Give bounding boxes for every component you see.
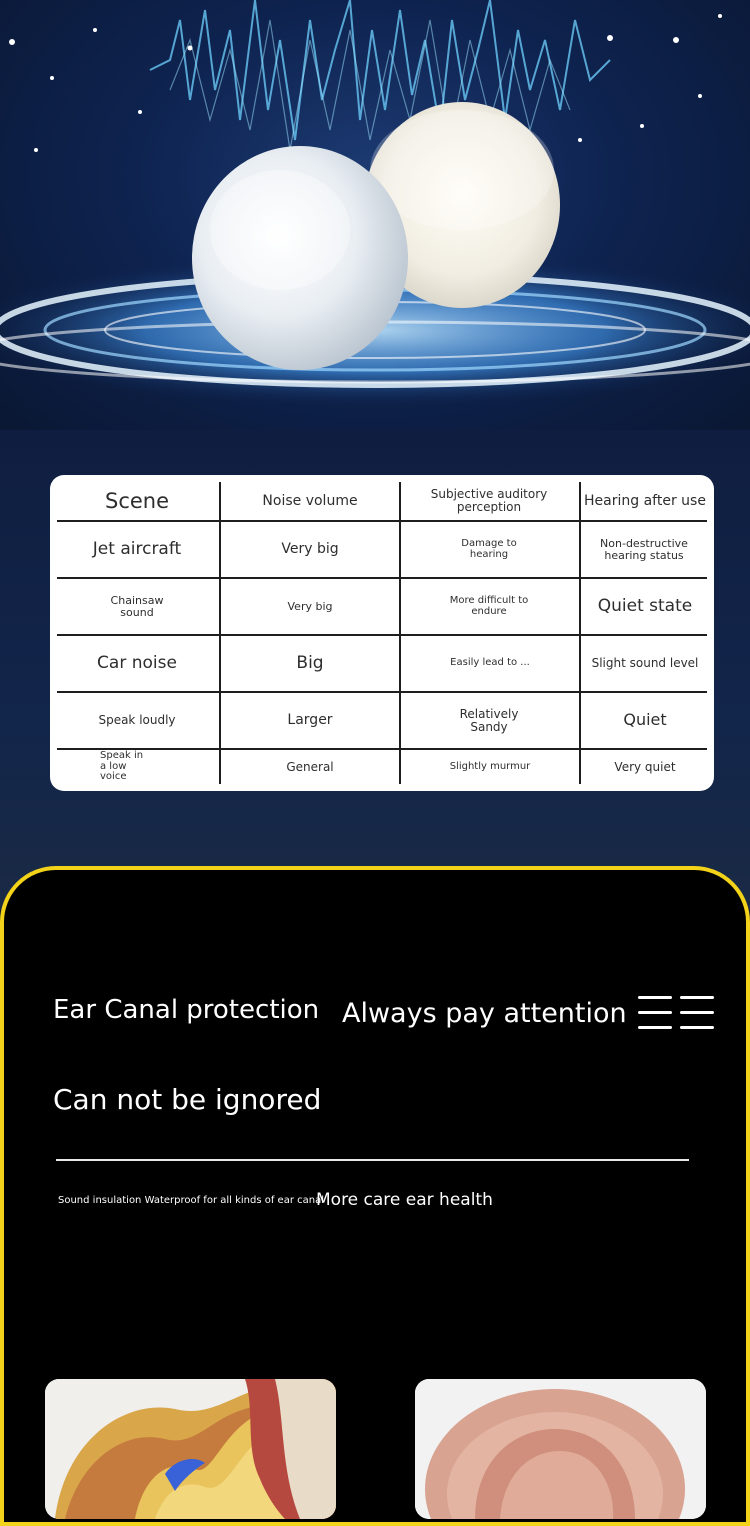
table-cell: Non-destructive hearing status (579, 522, 707, 577)
table-header-cell: Scene (104, 488, 170, 513)
table-cell: Quiet (579, 693, 709, 748)
headline-ear-canal-protection: Ear Canal protection (53, 995, 320, 1025)
table-cell: Jet aircraft (92, 538, 182, 559)
table-cell: General (219, 750, 399, 784)
earplugs-hero-illustration (0, 0, 750, 440)
table-row (57, 579, 707, 636)
table-cell: Slight sound level (579, 636, 709, 691)
outer-ear-photo (415, 1379, 706, 1519)
table-cell: Quiet state (579, 579, 709, 634)
care-text: More care ear health (316, 1190, 493, 1210)
table-cell: Easily lead to ... (399, 636, 579, 691)
hero-banner (0, 0, 750, 440)
outer-ear-photo-card (415, 1379, 706, 1519)
table-row (57, 750, 707, 784)
table-cell: More difficult to endure (399, 579, 577, 634)
table-cell: Damage to hearing (399, 522, 577, 577)
divider-line (56, 1159, 689, 1161)
table-cell: Speak in a low voice (100, 750, 144, 783)
table-cell: Relatively Sandy (399, 693, 577, 748)
double-menu-icon (638, 996, 714, 1030)
ear-canal-illustration (45, 1379, 336, 1519)
table-cell: Larger (219, 693, 399, 748)
table-row (57, 522, 707, 579)
headline-can-not-be-ignored: Can not be ignored (53, 1083, 322, 1116)
table-header-row (57, 482, 707, 522)
table-cell: Big (219, 636, 399, 691)
table-cell: Car noise (97, 652, 177, 673)
headline-always-pay-attention: Always pay attention (342, 998, 627, 1029)
table-cell: Speak loudly (98, 713, 176, 728)
feature-text: Sound insulation Waterproof for all kinds of ear canal (58, 1195, 325, 1206)
table-header-cell: Noise volume (219, 482, 399, 520)
table-row (57, 693, 707, 750)
table-cell: Slightly murmur (399, 750, 579, 784)
table-cell: Very quiet (579, 750, 709, 784)
ear-canal-illustration-card (45, 1379, 336, 1519)
table-header-cell: Subjective auditory perception (399, 482, 577, 520)
table-row (57, 636, 707, 693)
table-header-cell: Hearing after use (579, 482, 709, 520)
table-cell: Very big (219, 579, 399, 634)
table-cell: Very big (219, 522, 399, 577)
noise-comparison-table (50, 475, 714, 791)
table-cell: Chainsaw sound (110, 593, 164, 619)
